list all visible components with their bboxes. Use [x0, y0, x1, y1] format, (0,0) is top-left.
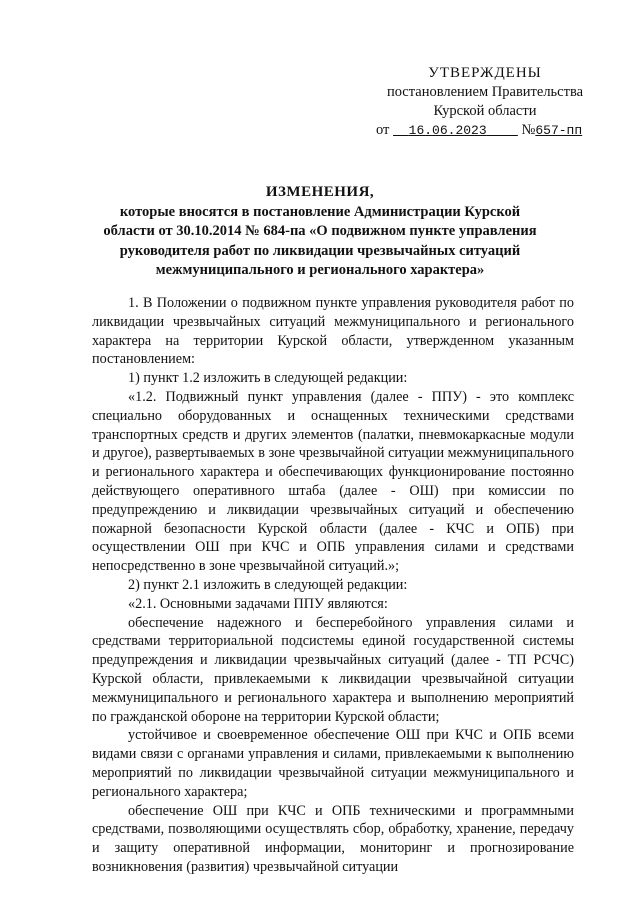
approval-date-line [370, 121, 600, 140]
paragraph-2: 1) пункт 1.2 изложить в следующей редакции: [128, 370, 408, 387]
heading-subtitle: которые вносятся в постановление Администрации Курской области от 30.10.2014 № 684-па «О подвижном пункте управления руководителя работ по ликвидации чрезвычайных ситуаций межмуниципального и регионального характера» [103, 203, 537, 278]
paragraph-3: «1.2. Подвижный пункт управления (далее - ППУ) - это комплекс специально оборудованных и оснащенных техническими средствами транспортных средств и других элементов (палатки, пневмокаркасные модули и другое), развертываемых в зоне чрезвычайной ситуации межмуниципального и регионального характера и обеспечивающих функционирование постоянно действующего оперативного штаба (далее - ОШ) при комиссии по предупреждению и ликвидации чрезвычайных ситуаций и обеспечению пожарной безопасности Курской области (далее - КЧС и ОПБ) при осуществлении ОШ при КЧС и ОПБ управления силами и средствами непосредственно в зоне чрезвычайной ситуаций.»; [92, 388, 574, 575]
approval-title: УТВЕРЖДЕНЫ [428, 65, 542, 81]
number-sign: № [521, 122, 536, 138]
paragraph-5: «2.1. Основными задачами ППУ являются: [128, 595, 388, 612]
paragraph-6: обеспечение надежного и бесперебойного управления силами и средствами территориальной подсистемы единой государственной системы предупреждения и ликвидации чрезвычайных ситуаций (далее - ТП РСЧС) Курской области, привлекаемыми к ликвидации чрезвычайной ситуации межмуниципального и регионального характера и выполнению мероприятий по гражданской обороне на территории Курской области; [92, 614, 574, 725]
document-heading [100, 183, 540, 281]
paragraph-8: обеспечение ОШ при КЧС и ОПБ техническими и программными средствами, позволяющими осуществлять сбор, обработку, хранение, передачу и защиту оперативной информации, мониторинг и прогнозирование возникновения (развития) чрезвычайной ситуации [92, 802, 574, 875]
date-prefix: от [376, 122, 390, 138]
approval-line-2: Курской области [433, 103, 537, 119]
approval-line-1: постановлением Правительства [386, 84, 584, 100]
heading-title: ИЗМЕНЕНИЯ, [265, 184, 375, 200]
approval-stamp [370, 64, 600, 140]
document-body [92, 294, 574, 877]
approval-number: 657-пп [535, 123, 583, 138]
paragraph-7: устойчивое и своевременное обеспечение ОШ при КЧС и ОПБ всеми видами связи с органами управления и силами, привлекаемыми к выполнению мероприятий по ликвидации чрезвычайной ситуации межмуниципального и регионального характера; [92, 727, 574, 800]
approval-date: 16.06.2023 [408, 123, 487, 138]
paragraph-1: 1. В Положении о подвижном пункте управления руководителя работ по ликвидации чрезвычайных ситуаций межмуниципального и регионального характера на территории Курской области, утвержденном указанным постановлением: [92, 295, 574, 368]
paragraph-4: 2) пункт 2.1 изложить в следующей редакции: [128, 576, 408, 593]
